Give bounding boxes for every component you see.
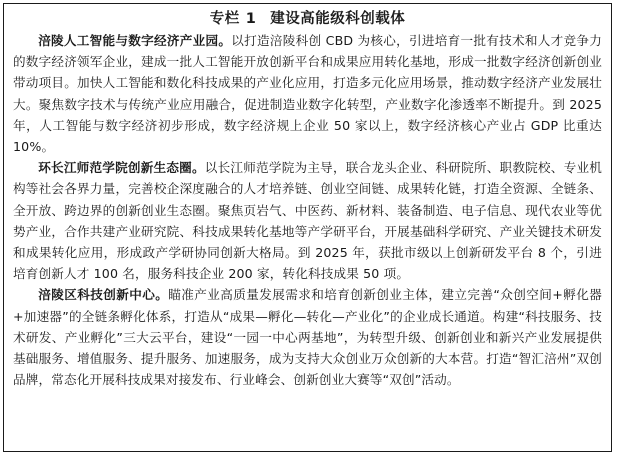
section-heading: 环长江师范学院创新生态圈。: [38, 160, 205, 176]
section-yangtze-normal-ecosystem: [13, 157, 602, 284]
section-heading: 涪陵区科技创新中心。: [38, 287, 169, 303]
section-body: 以长江师范学院为主导，联合龙头企业、科研院所、职教院校、专业机构等社会各界力量，完善校企深度融合的人才培养链、创业空间链、成果转化链，打造全资源、全链条、全开放、跨边界的创新创业生态圈。聚焦页岩气、中医药、新材料、装备制造、电子信息、现代农业等优势产业，合作共建产业研究院、科技成果转化基地等产学研平台，开展基础科学研究、产业关键技术研发和成果转化应用，形成政产学研协同创新大格局。到 2025 年，获批市级以上创新研发平台 8 个，引进培育创新人才 100 名，服务科技企业 200 家，转化科技成果 50 项。: [13, 160, 603, 282]
feature-panel: [3, 3, 612, 452]
panel-title: [13, 9, 602, 29]
section-heading: 涪陵人工智能与数字经济产业园。: [38, 33, 232, 48]
panel-title-text: 建设高能级科创载体: [270, 11, 406, 27]
section-tech-innovation-center: [13, 284, 602, 390]
panel-title-prefix: 专栏: [209, 11, 240, 27]
section-body: 瞄准产业高质量发展需求和培育创新创业主体，建立完善“众创空间+孵化器+加速器”的全链条孵化体系，打造从“成果—孵化—转化—产业化”的企业成长通道。构建“科技服务、技术研发、产业孵化”三大云平台，建设“一园一中心两基地”，为转型升级、创新创业和新兴产业发展提供基础服务、增值服务、提升服务、加速服务，成为支持大众创业万众创新的大本营。打造“智汇涪州”双创品牌，常态化开展科技成果对接发布、行业峰会、创新创业大赛等“双创”活动。: [13, 287, 602, 388]
panel-title-number: 1: [245, 11, 257, 27]
section-ai-digital-park: [13, 30, 602, 157]
section-body: 以打造涪陵科创 CBD 为核心，引进培育一批有技术和人才竞争力的数字经济领军企业，建成一批人工智能开放创新平台和成果应用转化基地，形成一批数字经济创新创业带动项目。加快人工智能和数化科技成果的产业化应用，打造多元化应用场景，推动数字经济产业发展壮大。聚焦数字技术与传统产业应用融合，促进制造业数字化转型，产业数字化渗透率不断提升。到 2025 年，人工智能与数字经济初步形成，数字经济规上企业 50 家以上，数字经济核心产业占 GDP 比重达 10%。: [13, 33, 602, 155]
